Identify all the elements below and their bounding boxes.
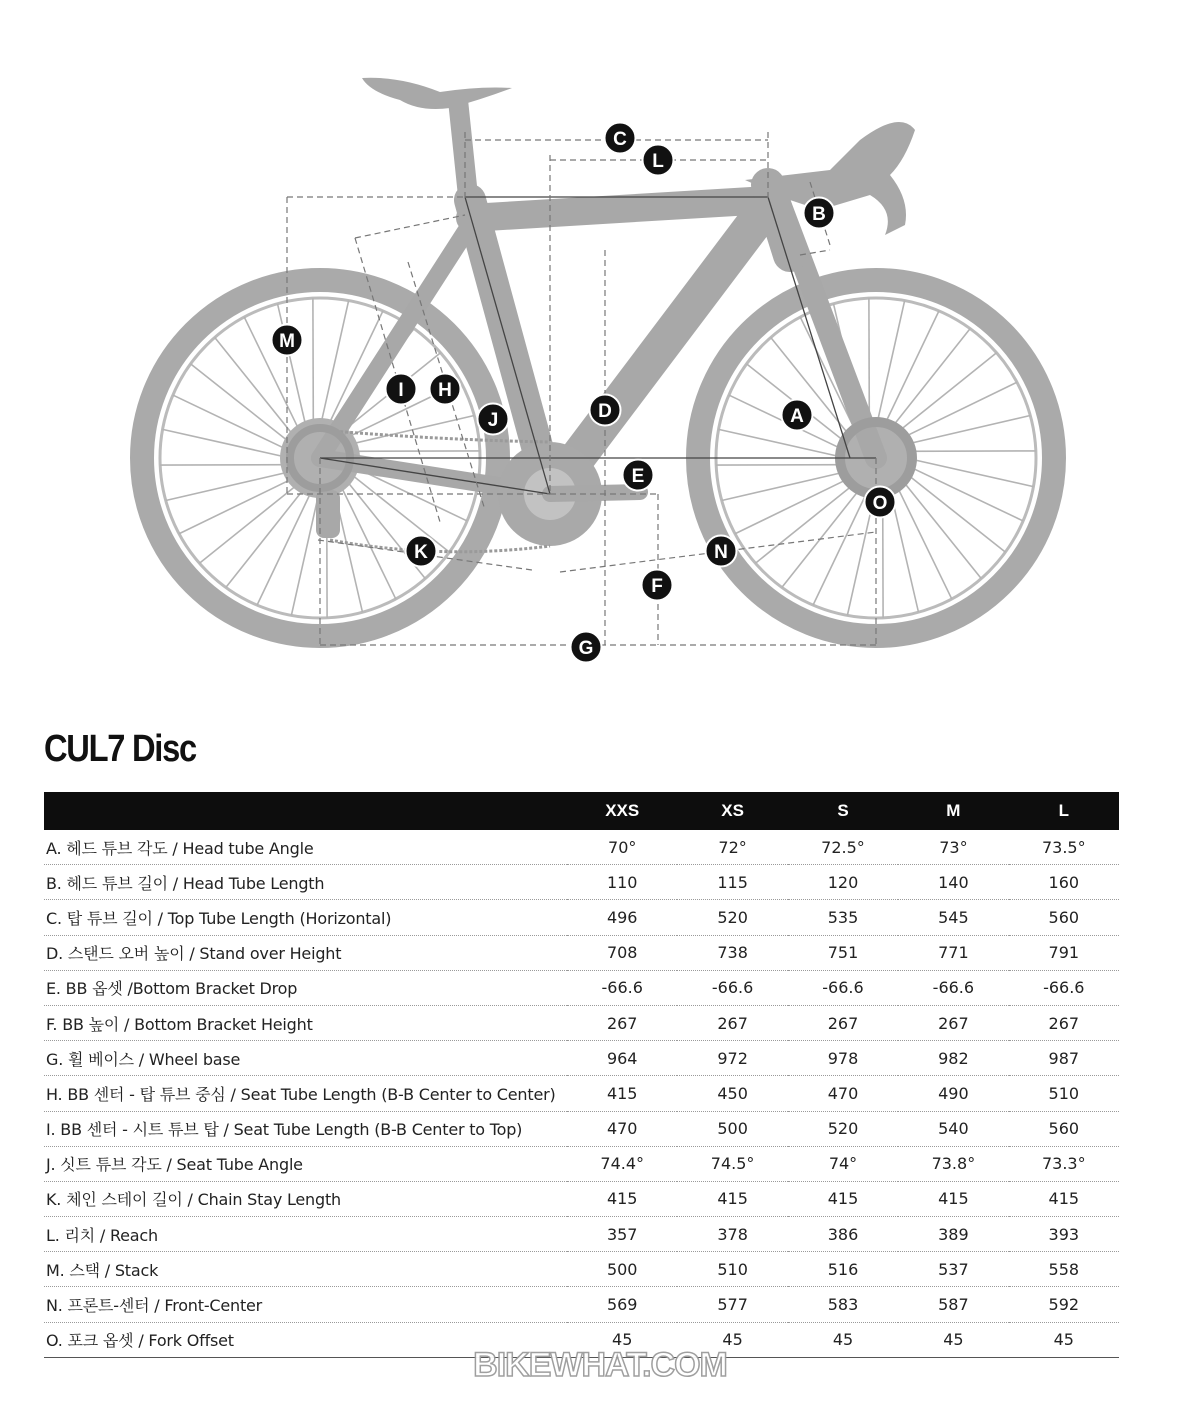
header-size-xxs: XXS	[567, 792, 677, 830]
row-label: B. 헤드 튜브 길이 / Head Tube Length	[44, 865, 567, 900]
row-value: 73.5°	[1009, 830, 1119, 865]
row-value: 393	[1009, 1217, 1119, 1252]
table-row	[44, 1287, 1119, 1322]
row-value: 537	[898, 1252, 1008, 1287]
svg-text:F: F	[651, 576, 663, 597]
row-value: 415	[898, 1181, 1008, 1216]
table-row	[44, 1076, 1119, 1111]
marker-l	[643, 145, 674, 176]
table-row	[44, 1111, 1119, 1146]
row-value: 490	[898, 1076, 1008, 1111]
row-value: 267	[1009, 1005, 1119, 1040]
row-value: 45	[898, 1322, 1008, 1357]
row-value: 496	[567, 900, 677, 935]
row-label: D. 스탠드 오버 높이 / Stand over Height	[44, 935, 567, 970]
row-value: 389	[898, 1217, 1008, 1252]
table-row	[44, 1041, 1119, 1076]
table-row	[44, 830, 1119, 865]
row-value: 378	[677, 1217, 787, 1252]
row-value: 520	[677, 900, 787, 935]
row-value: 386	[788, 1217, 898, 1252]
row-value: 987	[1009, 1041, 1119, 1076]
svg-text:I: I	[398, 380, 404, 401]
row-value: 160	[1009, 865, 1119, 900]
row-value: 569	[567, 1287, 677, 1322]
bike-geometry-diagram	[0, 0, 1200, 700]
row-value: 415	[567, 1076, 677, 1111]
row-value: 357	[567, 1217, 677, 1252]
row-label: I. BB 센터 - 시트 튜브 탑 / Seat Tube Length (B-B Center to Top)	[44, 1111, 567, 1146]
row-label: M. 스택 / Stack	[44, 1252, 567, 1287]
svg-text:H: H	[438, 380, 452, 401]
svg-text:K: K	[414, 542, 428, 563]
row-value: 592	[1009, 1287, 1119, 1322]
row-value: 120	[788, 865, 898, 900]
row-value: 267	[898, 1005, 1008, 1040]
row-value: -66.6	[898, 970, 1008, 1005]
row-value: 267	[567, 1005, 677, 1040]
table-row	[44, 865, 1119, 900]
row-value: 45	[567, 1322, 677, 1357]
row-value: 738	[677, 935, 787, 970]
row-value: 70°	[567, 830, 677, 865]
row-value: 583	[788, 1287, 898, 1322]
marker-g	[571, 632, 602, 663]
row-value: 560	[1009, 1111, 1119, 1146]
row-value: 45	[788, 1322, 898, 1357]
marker-b	[804, 198, 835, 229]
row-value: 470	[567, 1111, 677, 1146]
row-value: 577	[677, 1287, 787, 1322]
row-label: N. 프론트-센터 / Front-Center	[44, 1287, 567, 1322]
row-value: 140	[898, 865, 1008, 900]
row-value: 415	[1009, 1181, 1119, 1216]
row-value: 540	[898, 1111, 1008, 1146]
row-value: 267	[788, 1005, 898, 1040]
row-value: 791	[1009, 935, 1119, 970]
row-value: 964	[567, 1041, 677, 1076]
marker-m	[272, 325, 303, 356]
svg-text:D: D	[598, 401, 612, 422]
row-label: F. BB 높이 / Bottom Bracket Height	[44, 1005, 567, 1040]
row-value: 771	[898, 935, 1008, 970]
marker-j	[478, 404, 509, 435]
svg-text:B: B	[812, 204, 826, 225]
row-value: -66.6	[677, 970, 787, 1005]
row-value: 415	[567, 1181, 677, 1216]
row-value: 73.8°	[898, 1146, 1008, 1181]
svg-text:C: C	[613, 129, 627, 150]
row-value: 545	[898, 900, 1008, 935]
row-label: K. 체인 스테이 길이 / Chain Stay Length	[44, 1181, 567, 1216]
row-value: 982	[898, 1041, 1008, 1076]
svg-text:N: N	[714, 542, 728, 563]
marker-a	[782, 400, 813, 431]
row-label: G. 휠 베이스 / Wheel base	[44, 1041, 567, 1076]
header-size-l: L	[1009, 792, 1119, 830]
table-row	[44, 935, 1119, 970]
row-value: 74°	[788, 1146, 898, 1181]
row-value: 587	[898, 1287, 1008, 1322]
row-value: 500	[677, 1111, 787, 1146]
row-value: 510	[677, 1252, 787, 1287]
header-size-s: S	[788, 792, 898, 830]
table-header-row	[44, 792, 1119, 830]
row-value: -66.6	[788, 970, 898, 1005]
header-label-cell	[44, 792, 567, 830]
row-value: 72.5°	[788, 830, 898, 865]
row-value: 110	[567, 865, 677, 900]
row-label: C. 탑 튜브 길이 / Top Tube Length (Horizontal)	[44, 900, 567, 935]
marker-k	[406, 536, 437, 567]
marker-n	[706, 536, 737, 567]
row-value: 751	[788, 935, 898, 970]
row-label: O. 포크 옵셋 / Fork Offset	[44, 1322, 567, 1357]
row-label: E. BB 옵셋 /Bottom Bracket Drop	[44, 970, 567, 1005]
table-row	[44, 1217, 1119, 1252]
row-value: 73°	[898, 830, 1008, 865]
row-value: 708	[567, 935, 677, 970]
model-title: CUL7 Disc	[44, 728, 196, 770]
row-value: 516	[788, 1252, 898, 1287]
row-value: 450	[677, 1076, 787, 1111]
row-label: H. BB 센터 - 탑 튜브 중심 / Seat Tube Length (B-B Center to Center)	[44, 1076, 567, 1111]
row-value: 267	[677, 1005, 787, 1040]
marker-i	[386, 374, 417, 405]
row-value: 500	[567, 1252, 677, 1287]
header-size-m: M	[898, 792, 1008, 830]
row-label: A. 헤드 튜브 각도 / Head tube Angle	[44, 830, 567, 865]
row-label: L. 리치 / Reach	[44, 1217, 567, 1252]
header-size-xs: XS	[677, 792, 787, 830]
row-value: 45	[677, 1322, 787, 1357]
svg-text:A: A	[790, 406, 804, 427]
table-row	[44, 1146, 1119, 1181]
row-value: 415	[788, 1181, 898, 1216]
svg-text:M: M	[279, 331, 295, 352]
row-value: 510	[1009, 1076, 1119, 1111]
marker-e	[623, 460, 654, 491]
svg-text:O: O	[872, 493, 888, 514]
row-value: 115	[677, 865, 787, 900]
table-row	[44, 970, 1119, 1005]
svg-text:G: G	[578, 638, 594, 659]
row-value: 45	[1009, 1322, 1119, 1357]
svg-text:L: L	[652, 151, 664, 172]
row-value: 978	[788, 1041, 898, 1076]
row-label: J. 싯트 튜브 각도 / Seat Tube Angle	[44, 1146, 567, 1181]
table-row	[44, 1252, 1119, 1287]
row-value: 560	[1009, 900, 1119, 935]
marker-c	[605, 123, 636, 154]
row-value: -66.6	[567, 970, 677, 1005]
row-value: 972	[677, 1041, 787, 1076]
row-value: 74.4°	[567, 1146, 677, 1181]
marker-d	[590, 395, 621, 426]
marker-o	[865, 487, 896, 518]
bike-silhouette	[142, 78, 1054, 636]
row-value: 470	[788, 1076, 898, 1111]
row-value: 558	[1009, 1252, 1119, 1287]
row-value: -66.6	[1009, 970, 1119, 1005]
row-value: 415	[677, 1181, 787, 1216]
table-row	[44, 900, 1119, 935]
table-row	[44, 1005, 1119, 1040]
svg-text:E: E	[631, 466, 645, 487]
marker-h	[430, 374, 461, 405]
geometry-table	[44, 792, 1119, 1358]
row-value: 520	[788, 1111, 898, 1146]
row-value: 72°	[677, 830, 787, 865]
table-row	[44, 1181, 1119, 1216]
svg-text:J: J	[487, 410, 499, 431]
row-value: 73.3°	[1009, 1146, 1119, 1181]
marker-f	[642, 570, 673, 601]
watermark: BIKEWHAT.COM	[473, 1346, 727, 1384]
row-value: 535	[788, 900, 898, 935]
row-value: 74.5°	[677, 1146, 787, 1181]
